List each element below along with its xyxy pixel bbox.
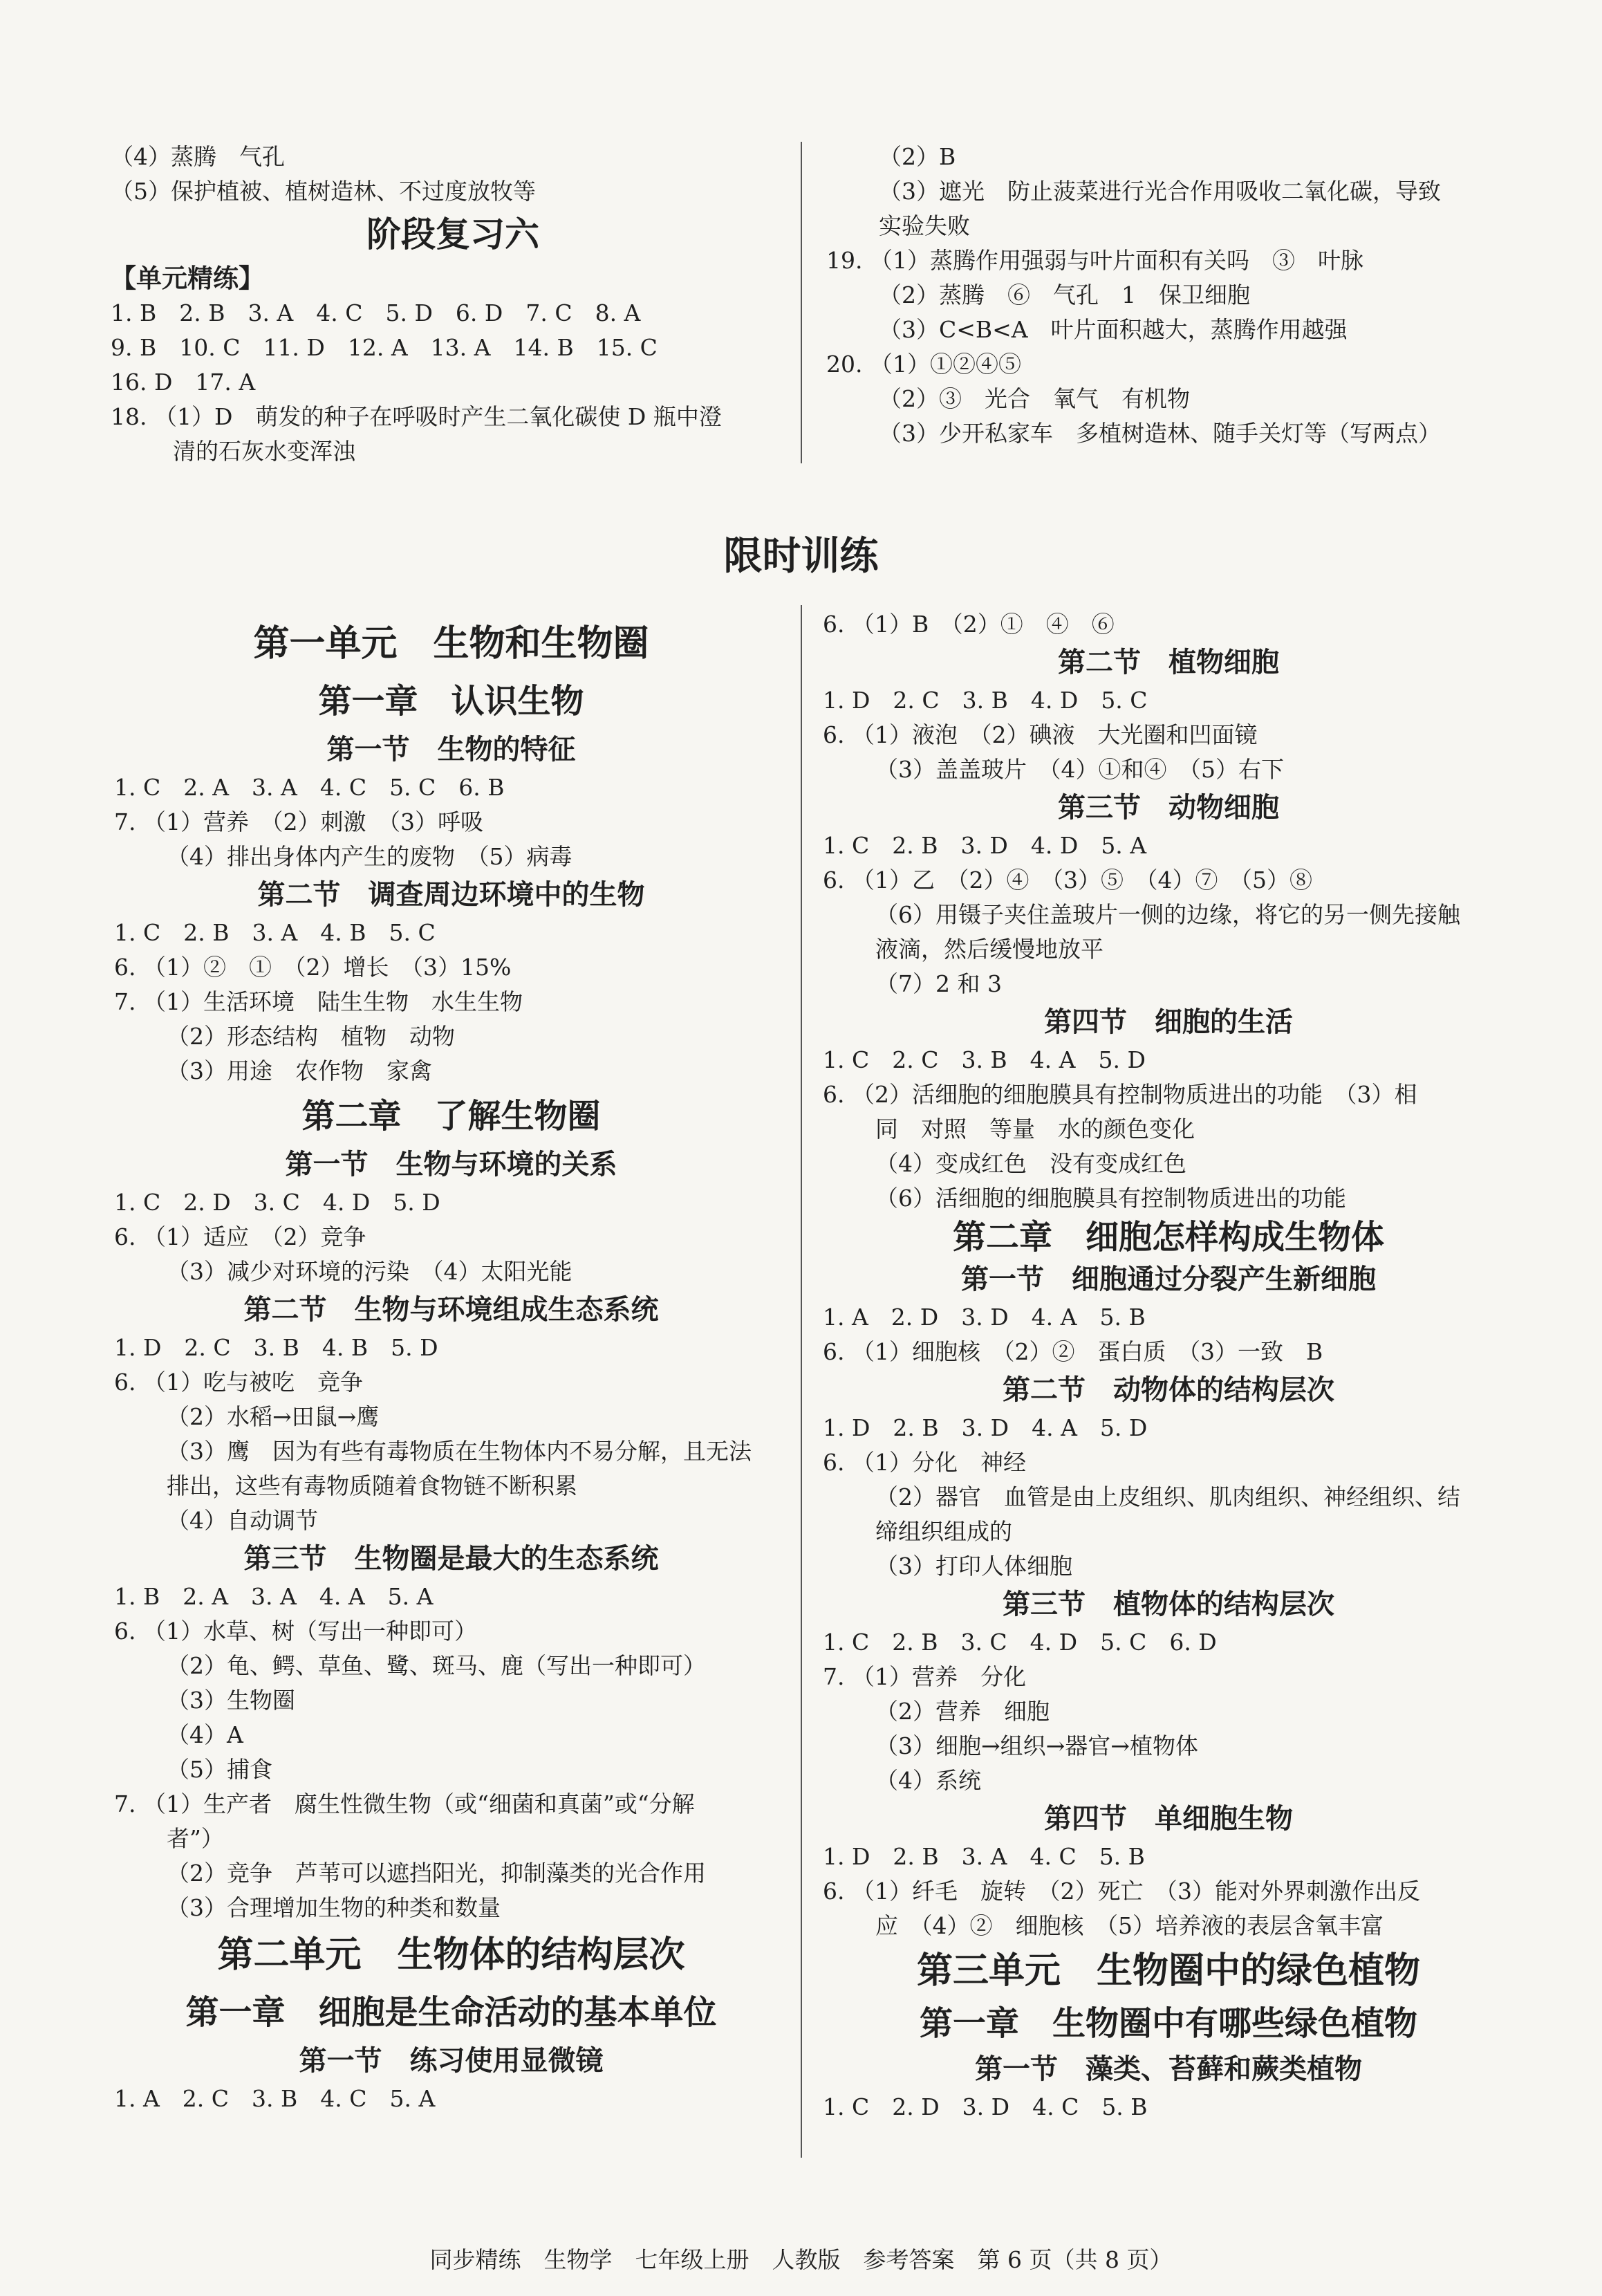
- answer-line: 1. C 2. B 3. A 4. B 5. C: [114, 919, 436, 946]
- answer-line: （6）活细胞的细胞膜具有控制物质进出的功能: [875, 1185, 1346, 1212]
- answer-line: 1. D 2. B 3. D 4. A 5. D: [823, 1414, 1148, 1441]
- answer-line: 实验失败: [879, 212, 970, 239]
- answer-line: （2）竞争 芦苇可以遮挡阳光，抑制藻类的光合作用: [167, 1860, 706, 1887]
- answer-line: 9. B 10. C 11. D 12. A 13. A 14. B 15. C: [111, 334, 658, 361]
- section-heading: 第一节 细胞通过分裂产生新细胞: [961, 1263, 1376, 1295]
- answer-line: （4）蒸腾 气孔: [111, 143, 285, 170]
- section-heading: 第三节 生物圈是最大的生态系统: [243, 1542, 659, 1575]
- answer-line: （4）排出身体内产生的废物 （5）病毒: [167, 843, 572, 870]
- answer-line: （3）C<B<A 叶片面积越大，蒸腾作用越强: [879, 316, 1348, 343]
- answer-line: （4）自动调节: [167, 1507, 318, 1534]
- answer-line: 1. C 2. D 3. D 4. C 5. B: [823, 2093, 1148, 2120]
- answer-line: 16. D 17. A: [111, 369, 256, 396]
- answer-line: （3）生物圈: [167, 1687, 295, 1714]
- section-heading: 第二节 动物体的结构层次: [1003, 1373, 1334, 1406]
- section-heading: 第三节 动物细胞: [1058, 791, 1279, 824]
- unit-heading: 第二单元 生物体的结构层次: [217, 1934, 685, 1976]
- answer-line: 同 对照 等量 水的颜色变化: [875, 1115, 1195, 1142]
- column-divider-top: [801, 142, 802, 463]
- answer-line: （2）B: [879, 143, 956, 170]
- section-heading: 第二节 调查周边环境中的生物: [257, 878, 645, 911]
- answer-line: 缔组织组成的: [875, 1518, 1012, 1545]
- answer-line: （3）打印人体细胞: [875, 1553, 1072, 1580]
- section-heading: 第一节 生物与环境的关系: [285, 1148, 617, 1181]
- answer-line: 1. C 2. D 3. C 4. D 5. D: [114, 1189, 440, 1216]
- answer-line: 6. （1）B （2）① ④ ⑥: [823, 611, 1115, 638]
- answer-line: （7）2 和 3: [875, 970, 1002, 997]
- answer-line: （3）遮光 防止菠菜进行光合作用吸收二氧化碳，导致: [879, 178, 1441, 205]
- answer-line: 6. （1）细胞核 （2）② 蛋白质 （3）一致 B: [823, 1338, 1323, 1365]
- answer-line: （3）盖盖玻片 （4）①和④ （5）右下: [875, 756, 1284, 783]
- answer-line: （4）A: [167, 1721, 243, 1748]
- answer-line: （2）水稻→田鼠→鹰: [167, 1403, 380, 1430]
- left-column: [114, 614, 788, 2116]
- answer-line: 6. （1）液泡 （2）碘液 大光圈和凹面镜: [823, 721, 1258, 748]
- answer-line: 应 （4）② 细胞核 （5）培养液的表层含氧丰富: [875, 1912, 1384, 1939]
- answer-line: （2）③ 光合 氧气 有机物: [879, 385, 1190, 412]
- chapter-heading: 第二章 细胞怎样构成生物体: [952, 1218, 1384, 1257]
- answer-line: 6. （1）② ① （2）增长 （3）15%: [114, 954, 512, 981]
- unit-heading: 第一单元 生物和生物圈: [253, 622, 649, 665]
- answer-line: （2）龟、鳄、草鱼、鹭、斑马、鹿（写出一种即可）: [167, 1652, 706, 1679]
- answer-line: （5）捕食: [167, 1756, 272, 1783]
- chapter-heading: 第一章 生物圈中有哪些绿色植物: [919, 2004, 1417, 2043]
- answer-line: 7. （1）营养 分化: [823, 1663, 1026, 1690]
- answer-line: 1. C 2. B 3. D 4. D 5. A: [823, 832, 1147, 859]
- section-heading: 第四节 单细胞生物: [1044, 1802, 1293, 1835]
- answer-line: （3）细胞→组织→器官→植物体: [875, 1732, 1198, 1759]
- chapter-heading: 第二章 了解生物圈: [301, 1097, 601, 1136]
- answer-line: 液滴，然后缓慢地放平: [875, 936, 1103, 963]
- column-divider-main: [801, 605, 802, 2158]
- answer-line: 者”）: [167, 1825, 224, 1852]
- answer-line: （3）用途 农作物 家禽: [167, 1057, 432, 1084]
- answer-line: 6. （2）活细胞的细胞膜具有控制物质进出的功能 （3）相: [823, 1081, 1417, 1108]
- section-heading: 第一节 生物的特征: [326, 733, 576, 766]
- answer-line: 1. D 2. B 3. A 4. C 5. B: [823, 1843, 1145, 1870]
- chapter-heading: 第一章 认识生物: [318, 682, 584, 721]
- answer-line: （3）鹰 因为有些有毒物质在生物体内不易分解，且无法: [167, 1438, 752, 1465]
- answer-line: （5）保护植被、植树造林、不过度放牧等: [111, 178, 536, 205]
- answer-line: 6. （1）吃与被吃 竞争: [114, 1369, 363, 1396]
- answer-line: 1. D 2. C 3. B 4. D 5. C: [823, 687, 1148, 714]
- answer-line: （6）用镊子夹住盖玻片一侧的边缘，将它的另一侧先接触: [875, 901, 1460, 928]
- answer-line: 6. （1）纤毛 旋转 （2）死亡 （3）能对外界刺激作出反: [823, 1878, 1420, 1905]
- stage-review-title: 阶段复习六: [366, 214, 539, 254]
- chapter-heading: 第一章 细胞是生命活动的基本单位: [185, 1993, 717, 2032]
- answer-line: 6. （1）分化 神经: [823, 1449, 1026, 1476]
- section-heading: 第二节 生物与环境组成生态系统: [243, 1293, 659, 1326]
- answer-line: 18. （1）D 萌发的种子在呼吸时产生二氧化碳使 D 瓶中澄: [111, 403, 722, 430]
- section-heading: 第一节 练习使用显微镜: [299, 2044, 604, 2077]
- answer-line: 1. D 2. C 3. B 4. B 5. D: [114, 1334, 438, 1361]
- answer-line: （4）系统: [875, 1767, 981, 1794]
- section-heading: 第四节 细胞的生活: [1044, 1006, 1293, 1038]
- top-right-column: [826, 140, 1511, 451]
- answer-line: 7. （1）营养 （2）刺激 （3）呼吸: [114, 808, 483, 835]
- answer-line: 6. （1）适应 （2）竞争: [114, 1223, 366, 1250]
- answer-line: （3）减少对环境的污染 （4）太阳光能: [167, 1258, 572, 1285]
- answer-line: 6. （1）水草、树（写出一种即可）: [114, 1618, 477, 1645]
- main-title: 限时训练: [723, 533, 879, 579]
- unit-heading: 第三单元 生物圈中的绿色植物: [916, 1950, 1420, 1992]
- answer-line: 7. （1）生活环境 陆生生物 水生生物: [114, 988, 523, 1015]
- right-column: [823, 607, 1514, 2124]
- answer-line: 1. C 2. B 3. C 4. D 5. C 6. D: [823, 1629, 1217, 1656]
- answer-line: 19. （1）蒸腾作用强弱与叶片面积有关吗 ③ 叶脉: [826, 247, 1363, 274]
- answer-line: （3）合理增加生物的种类和数量: [167, 1894, 501, 1921]
- answer-line: 1. C 2. A 3. A 4. C 5. C 6. B: [114, 774, 505, 801]
- answer-line: 1. C 2. C 3. B 4. A 5. D: [823, 1046, 1146, 1073]
- section-heading: 第三节 植物体的结构层次: [1003, 1588, 1334, 1620]
- answer-line: 20. （1）①②④⑤: [826, 351, 1021, 378]
- page-footer: 同步精练 生物学 七年级上册 人教版 参考答案 第 6 页（共 8 页）: [429, 2246, 1173, 2273]
- top-left-column: [111, 140, 795, 469]
- answer-line: 6. （1）乙 （2）④ （3）⑤ （4）⑦ （5）⑧: [823, 867, 1312, 894]
- answer-line: 1. A 2. D 3. D 4. A 5. B: [823, 1304, 1146, 1331]
- section-heading: 第一节 藻类、苔藓和蕨类植物: [975, 2053, 1362, 2085]
- section-heading: 第二节 植物细胞: [1058, 646, 1279, 678]
- answer-line: （3）少开私家车 多植树造林、随手关灯等（写两点）: [879, 420, 1441, 447]
- answer-line: 清的石灰水变浑浊: [173, 438, 355, 465]
- unit-practice-tag: 【单元精练】: [111, 263, 264, 293]
- answer-line: （4）变成红色 没有变成红色: [875, 1150, 1186, 1177]
- answer-line: 1. B 2. A 3. A 4. A 5. A: [114, 1583, 434, 1610]
- answer-line: （2）器官 血管是由上皮组织、肌肉组织、神经组织、结: [875, 1483, 1460, 1510]
- answer-line: （2）形态结构 植物 动物: [167, 1023, 455, 1050]
- answer-line: 7. （1）生产者 腐生性微生物（或“细菌和真菌”或“分解: [114, 1790, 695, 1817]
- answer-line: （2）蒸腾 ⑥ 气孔 1 保卫细胞: [879, 281, 1250, 308]
- answer-line: 1. B 2. B 3. A 4. C 5. D 6. D 7. C 8. A: [111, 299, 641, 326]
- answer-line: 排出，这些有毒物质随着食物链不断积累: [167, 1472, 577, 1499]
- answer-line: （2）营养 细胞: [875, 1698, 1050, 1725]
- answer-line: 1. A 2. C 3. B 4. C 5. A: [114, 2085, 436, 2112]
